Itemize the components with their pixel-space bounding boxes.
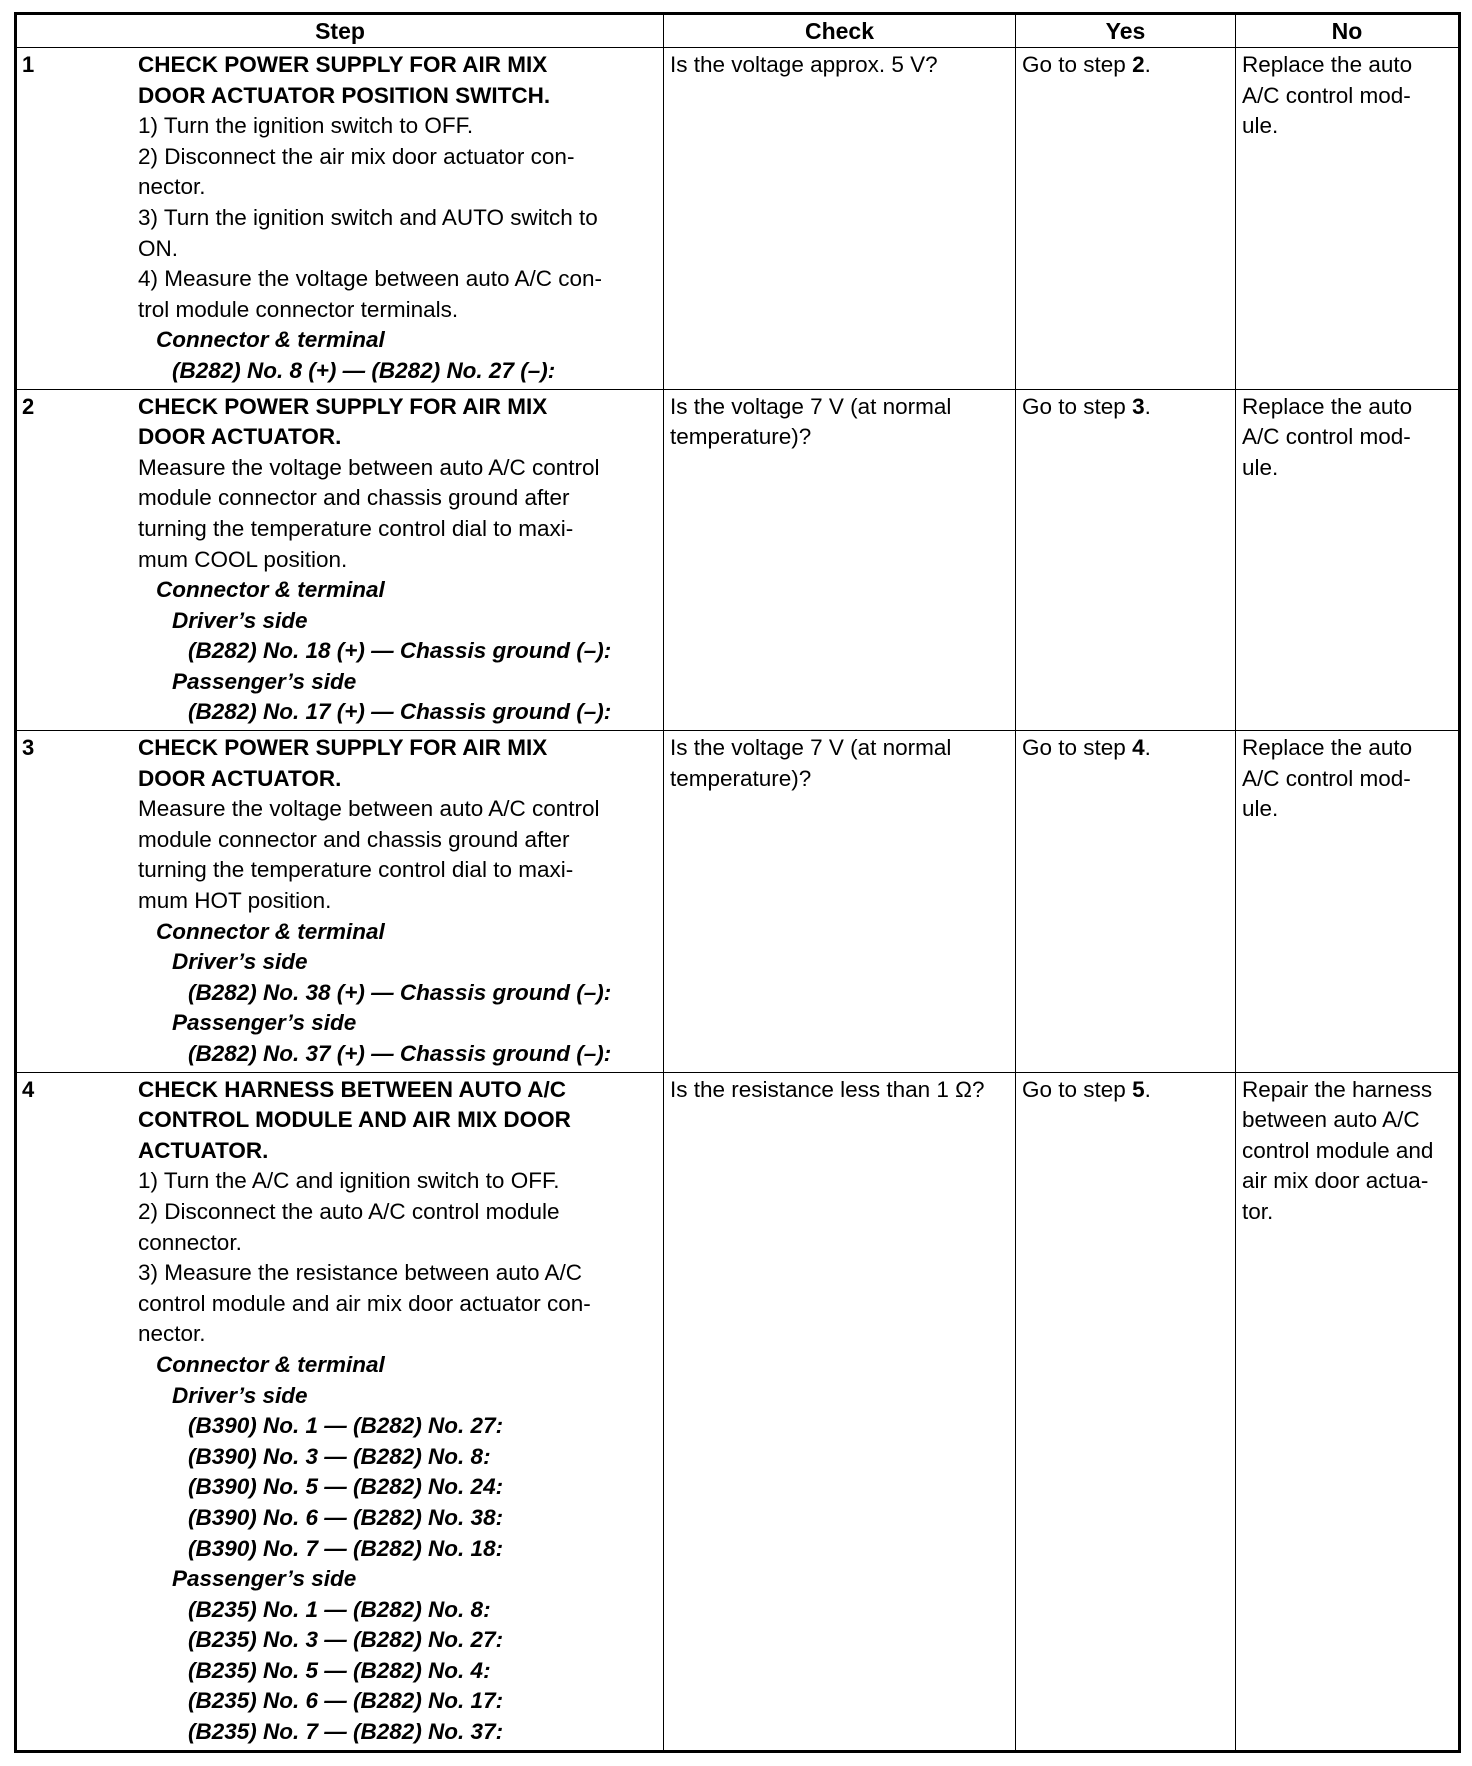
check-text-line: Is the resistance less than 1 Ω? [670, 1076, 985, 1102]
header-step: Step [16, 14, 664, 48]
connector-terminal-line: (B235) No. 5 — (B282) No. 4: [188, 1657, 491, 1683]
connector-terminal-line: (B282) No. 17 (+) — Chassis ground (–): [188, 699, 612, 725]
step-number: 2 [22, 393, 35, 419]
step-text-line: connector. [138, 1229, 242, 1255]
check-cell [664, 389, 1016, 731]
check-cell [664, 48, 1016, 390]
connector-terminal-line: (B235) No. 1 — (B282) No. 8: [188, 1596, 491, 1622]
yes-cell [1016, 389, 1236, 731]
yes-text: Go to step [1022, 1076, 1133, 1102]
connector-terminal-line: Passenger’s side [172, 668, 357, 694]
connector-terminal-line: (B282) No. 37 (+) — Chassis ground (–): [188, 1041, 612, 1066]
yes-suffix: . [1144, 393, 1151, 419]
connector-terminal-line: Connector & terminal [156, 918, 385, 944]
check-text-line: Is the voltage 7 V (at normal [670, 735, 952, 761]
no-text-line: air mix door actua- [1242, 1168, 1429, 1194]
yes-text: Go to step [1022, 52, 1133, 77]
no-text-line: tor. [1242, 1198, 1274, 1224]
yes-step-number: 2 [1132, 52, 1145, 77]
table-header-row [16, 14, 1460, 48]
step-text-line: module connector and chassis ground after [138, 485, 570, 511]
yes-text: Go to step [1022, 735, 1133, 761]
check-cell [664, 1072, 1016, 1751]
connector-terminal-line: (B235) No. 7 — (B282) No. 37: [188, 1719, 504, 1745]
step-text-line: ON. [138, 235, 179, 261]
table-row [16, 1072, 1460, 1751]
no-text-line: between auto A/C [1242, 1107, 1420, 1133]
step-text-line: 2) Disconnect the air mix door actuator con- [138, 143, 575, 169]
connector-terminal-line: (B235) No. 6 — (B282) No. 17: [188, 1688, 504, 1714]
step-text-line: module connector and chassis ground after [138, 826, 570, 852]
yes-suffix: . [1144, 1076, 1151, 1102]
step-heading-line: DOOR ACTUATOR. [138, 424, 342, 450]
step-description [138, 392, 663, 729]
check-text-line: Is the voltage 7 V (at normal [670, 393, 952, 419]
yes-step-number: 4 [1132, 735, 1145, 761]
connector-terminal-line: Connector & terminal [156, 577, 385, 603]
step-text-line: 4) Measure the voltage between auto A/C con- [138, 266, 603, 292]
step-text-line: Measure the voltage between auto A/C control [138, 454, 600, 480]
step-text-line: 3) Turn the ignition switch and AUTO switch to [138, 204, 598, 230]
no-text-line: A/C control mod- [1242, 424, 1411, 450]
step-heading-line: CHECK POWER SUPPLY FOR AIR MIX [138, 393, 548, 419]
yes-step-number: 5 [1132, 1076, 1145, 1102]
step-heading-line: CHECK HARNESS BETWEEN AUTO A/C [138, 1076, 566, 1102]
step-heading-line: DOOR ACTUATOR. [138, 765, 342, 791]
step-description [138, 1075, 663, 1748]
yes-cell [1016, 48, 1236, 390]
step-heading-line: DOOR ACTUATOR POSITION SWITCH. [138, 82, 551, 108]
connector-terminal-line: Driver’s side [172, 949, 308, 975]
no-cell [1236, 731, 1460, 1073]
step-number: 3 [22, 735, 35, 761]
step-text-line: Measure the voltage between auto A/C control [138, 796, 600, 822]
step-heading-line: CHECK POWER SUPPLY FOR AIR MIX [138, 735, 548, 761]
step-description [138, 733, 663, 1070]
connector-terminal-line: Passenger’s side [172, 1566, 357, 1592]
no-text-line: A/C control mod- [1242, 82, 1411, 108]
check-text-line: temperature)? [670, 765, 812, 791]
check-text-line: Is the voltage approx. 5 V? [670, 52, 938, 77]
no-text-line: ule. [1242, 454, 1279, 480]
header-no: No [1236, 14, 1460, 48]
step-description [138, 50, 663, 387]
step-heading-line: CHECK POWER SUPPLY FOR AIR MIX [138, 52, 548, 77]
step-text-line: 1) Turn the A/C and ignition switch to OFF. [138, 1168, 560, 1194]
no-cell [1236, 389, 1460, 731]
no-text-line: A/C control mod- [1242, 765, 1411, 791]
no-cell [1236, 48, 1460, 390]
step-number: 1 [22, 52, 35, 77]
connector-terminal-line: (B282) No. 18 (+) — Chassis ground (–): [188, 638, 612, 664]
yes-text: Go to step [1022, 393, 1133, 419]
step-cell [16, 48, 664, 390]
connector-terminal-line: (B282) No. 8 (+) — (B282) No. 27 (–): [172, 357, 556, 383]
step-cell [16, 1072, 664, 1751]
no-text-line: ule. [1242, 796, 1279, 822]
check-text-line: temperature)? [670, 424, 812, 450]
connector-terminal-line: (B235) No. 3 — (B282) No. 27: [188, 1627, 504, 1653]
step-text-line: nector. [138, 1321, 206, 1347]
no-cell [1236, 1072, 1460, 1751]
step-cell [16, 389, 664, 731]
step-text-line: turning the temperature control dial to maxi- [138, 515, 574, 541]
yes-cell [1016, 1072, 1236, 1751]
table-row [16, 48, 1460, 390]
step-text-line: 1) Turn the ignition switch to OFF. [138, 113, 474, 139]
connector-terminal-line: Connector & terminal [156, 327, 385, 353]
step-heading-line: ACTUATOR. [138, 1137, 269, 1163]
no-text-line: control module and [1242, 1137, 1434, 1163]
no-text-line: Replace the auto [1242, 52, 1413, 77]
header-check: Check [664, 14, 1016, 48]
no-text-line: Repair the harness [1242, 1076, 1433, 1102]
connector-terminal-line: (B390) No. 1 — (B282) No. 27: [188, 1413, 504, 1439]
connector-terminal-line: (B390) No. 3 — (B282) No. 8: [188, 1443, 491, 1469]
step-text-line: turning the temperature control dial to maxi- [138, 857, 574, 883]
header-yes: Yes [1016, 14, 1236, 48]
step-text-line: 2) Disconnect the auto A/C control module [138, 1198, 560, 1224]
no-text-line: ule. [1242, 113, 1279, 139]
connector-terminal-line: Connector & terminal [156, 1351, 385, 1377]
no-text-line: Replace the auto [1242, 393, 1413, 419]
connector-terminal-line: Driver’s side [172, 607, 308, 633]
step-text-line: mum HOT position. [138, 888, 332, 914]
step-heading-line: CONTROL MODULE AND AIR MIX DOOR [138, 1107, 571, 1133]
connector-terminal-line: (B390) No. 6 — (B282) No. 38: [188, 1504, 504, 1530]
yes-cell [1016, 731, 1236, 1073]
table-row [16, 731, 1460, 1073]
step-cell [16, 731, 664, 1073]
connector-terminal-line: (B390) No. 5 — (B282) No. 24: [188, 1474, 504, 1500]
no-text-line: Replace the auto [1242, 735, 1413, 761]
connector-terminal-line: (B282) No. 38 (+) — Chassis ground (–): [188, 979, 612, 1005]
yes-step-number: 3 [1132, 393, 1145, 419]
connector-terminal-line: Driver’s side [172, 1382, 308, 1408]
connector-terminal-line: (B390) No. 7 — (B282) No. 18: [188, 1535, 504, 1561]
step-text-line: trol module connector terminals. [138, 296, 459, 322]
step-text-line: nector. [138, 174, 206, 200]
yes-suffix: . [1144, 52, 1151, 77]
connector-terminal-line: Passenger’s side [172, 1010, 357, 1036]
table-row [16, 389, 1460, 731]
step-text-line: control module and air mix door actuator con- [138, 1290, 591, 1316]
step-text-line: 3) Measure the resistance between auto A/C [138, 1260, 583, 1286]
step-number: 4 [22, 1076, 35, 1102]
check-cell [664, 731, 1016, 1073]
yes-suffix: . [1144, 735, 1151, 761]
diagnostic-table [14, 12, 1461, 1753]
table-body [16, 48, 1460, 1752]
step-text-line: mum COOL position. [138, 546, 348, 572]
